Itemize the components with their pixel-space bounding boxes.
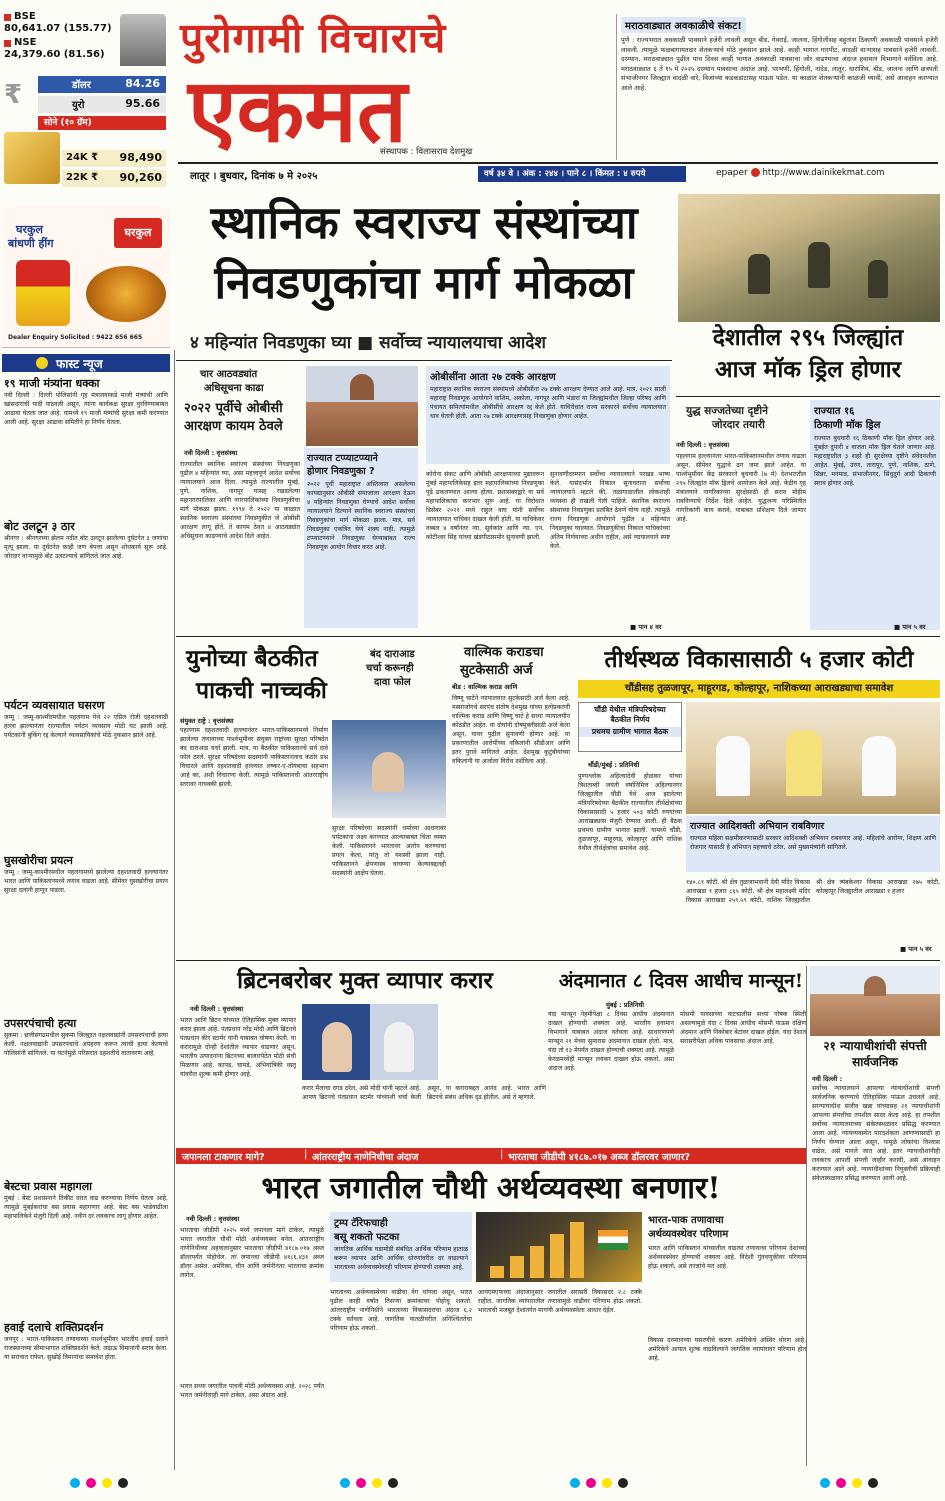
obc27-continued: ■ पान ४ वर [630,623,662,631]
un-tag2: चर्चा करूनही [366,663,414,674]
un-tag1: बंद दाराआड [370,649,415,660]
obc-title1: २०२२ पूर्वीचे ओबीसी [184,401,283,416]
economy-headline: भारत जगातील चौथी अर्थव्यवस्था बनणार! [261,1171,721,1206]
trump-tariff-box: ट्रम्प टॅरिफचाही बसू शकतो फटका जागतिक आर्थिक घडामोडी संबंधित आर्थिक परिणाम हाताळ करून व्यापार आणि आर्थिक धोरणांवरील दर वाढल्याने भारताच्या अर्थव्यवस्थेवरही परिणाम होण्याची शक्यता आहे. [330,1212,472,1282]
tirth-caption-body2: १४०.८१ कोटी, श्री क्षेत्र तुळजाभवानी देवी मंदिर विकास आराखडा १ हजार ८६५ कोटी, श्री क्षेत्र महालक्ष्मी मंदिर विकास आराखडा २५९.५९ कोटी, नाशिक जिल्ह्यातील श्री क्षेत्र त्र्यंबकेश्वर विकास आराखडा २७५ कोटी, कोल्हापूर जिल्ह्यातील आराखडा १ हजार [686,879,940,904]
monsoon-headline: अंदमानात ८ दिवस आधीच मान्सून! [558,970,804,992]
bse-value: 80,641.07 (155.77) [4,23,112,34]
print-registration-marks [0,1472,945,1501]
list-item: बोट उलटून ३ ठार श्रीनगर : श्रीनगरच्या झेलम नदीत बोट उलटून झालेल्या दुर्घटनेत ३ जणांचा मृत्यू झाला. या दुर्घटनेत काही जण बेपत्ता असून शोधकार्य सुरू आहे. जोरदार वाऱ्यामुळे बोट उलटल्याचे सांगितले जात आहे. [4,520,168,560]
economy-col4: आयएमएफच्या अंदाजानुसार जगातील सरासरी विकासदर २.८ टक्के राहील. जागतिक व्यापारातील तणावामुळे वाढीवर परिणाम होऊ शकतो. भारताची मजबूत देशांतर्गत मागणी अर्थव्यवस्थेला आधार देईल. [478,1289,642,1314]
obc-title2: आरक्षण कायम ठेवले [184,419,283,434]
karad-body: विष्णू चाटेने न्यायालयात सुटकेसाठी अर्ज केला आहे. मस्साजोगचे सरपंच संतोष देशमुख यांच्या हत्येप्रकरणी वाल्मिक कराड आणि विष्णू चाटे हे सध्या न्यायालयीन कोठडीत आहेत. या दोघांनी दोषमुक्तीसाठी अर्ज केला असून, यावर पुढील सुनावणी होणार आहे. या प्रकरणातील आरोपींच्या वकिलांनी सीडीआर आणि इतर पुरावे मागितले आहेत. देशमुख कुटुंबीयांच्या वकिलांनी या अर्जाला विरोध दर्शविला आहे. [452,695,570,765]
judges-title: २१ न्यायाधीशांची संपत्ती सार्वजनिक [823,1039,927,1069]
masthead-name: एकमत [188,58,408,162]
main-headline-line1: स्थानिक स्वराज्य संस्थांच्या [210,196,638,249]
nse-marker [4,40,11,47]
judges-body: सर्वोच्च न्यायालयाने आपल्या न्यायाधीशांची संपत्ती सार्वजनिक करण्याचे ऐतिहासिक पाऊल उचलले आहे. सरन्यायाधीश संजीव खन्ना यांच्यासह २१ न्यायाधीशांनी आपल्या संपत्तीचा तपशील सादर केला आहे. हा तपशील सर्वोच्च न्यायालयाच्या संकेतस्थळावर प्रसिद्ध करण्यात आला आहे. न्यायव्यवस्थेत पारदर्शकता आणण्यासाठी हा निर्णय घेण्यात आला असून, यामुळे लोकांचा विश्वास वाढेल, असे मानले जात आहे. इतर न्यायाधीशांनीही लवकरच आपली संपत्ती जाहीर करावी, असे आवाहन करण्यात आले आहे. न्यायाधीशांच्या नियुक्तीची प्रक्रियाही संकेतस्थळावर प्रसिद्ध करण्यात आली आहे. [812,1085,940,1182]
mock-drill-photo [678,194,940,322]
supreme-court-photo [306,366,418,446]
tirth-headline: तीर्थस्थळ विकासासाठी ५ हजार कोटी [604,646,914,673]
bse-marker [4,14,11,21]
monsoon-dateline: मुंबई : प्रतिनिधी [606,1001,644,1009]
tirth-body: पुण्यश्लोक अहिल्यादेवी होळकर यांच्या त्रिशताब्दी जयंती वर्षानिमित्त अहिल्यानगर जिल्ह्यातील चौंडी येथे आज झालेल्या मंत्रिपरिषदेच्या बैठकीत राज्यातील तीर्थक्षेत्रांच्या विकासासाठी ५ हजार ५०३ कोटी रुपयांच्या आराखड्यास मंजुरी देण्यात आली. ही बैठक प्रथमच ग्रामीण भागात झाली. यामध्ये चौंडी, तुळजापूर, माहूरगड, कोल्हापूर आणि नाशिक येथील तीर्थक्षेत्रांचा समावेश आहे. [578,773,682,852]
fast-news-icon [36,357,48,369]
mock-drill-headline2: आज मॉक ड्रिल होणार [715,356,901,383]
gold-22-row: 22K ₹ 90,260 [62,170,166,187]
cabinet-meeting-photo [686,702,940,814]
tirth-dateline: चौंडी/मुंबई : प्रतिनिधी [588,761,640,769]
karad-dateline: बीड : वाल्मिक कराड आणि [452,683,518,691]
list-item: उपसरपंचाची हत्या सुकमा : छत्तीसगढमधील सुकमा जिल्ह्यात नक्षलवाद्यांनी उपसरपंचाची हत्या केली. नक्षलवाद्यांनी उपसरपंचाचे अपहरण करून त्याची हत्या केल्याचे पोलिसांनी सांगितले. या घटनेमुळे परिसरात दहशतीचे वातावरण आहे. [4,1017,168,1057]
ad-brand-logo: घरकुल [114,218,162,248]
tirth-sub: चौंडीसह तुळजापूर, माहूरगड, कोल्हापूर, नाशिकच्या आराखड्याचा समावेश [578,680,940,698]
economy-col5: विकास दरम्यानच्या घसरणीचे कारण अमेरिकेचे अस्थिर धोरण आहे. अमेरिकेने आयात शुल्क वाढविल्याने जागतिक व्यापारावर परिणाम होत आहे. [648,1337,806,1362]
top-right-story [616,14,938,160]
un-body2: सुरक्षा परिषदेच्या सदस्यांनी धर्माच्या आधारावर पर्यटकांना लक्ष्य करण्यात आल्याबाबत चिंता व्यक्त केली. पाकिस्तानने भारतावर आरोप करण्याचा प्रयत्न केला, परंतु तो यशस्वी झाला नाही. पाकिस्तानने क्षेपणास्त्र चाचण्या केल्याबद्दलही सदस्यांनी आक्षेप घेतला. [332,825,446,877]
un-headline1: युनोच्या बैठकीत [186,645,318,672]
list-item: हवाई दलाचे शक्तिप्रदर्शन जयपूर : भारत-पाकिस्तान तणावाच्या पार्श्वभूमीवर भारतीय हवाई दलाने राजस्थानच्या सीमाभागात शक्तिप्रदर्शन केले. लढाऊ विमानांनी सराव केला. या सरावात राफेल, सुखोई विमानांचा समावेश होता. [4,1321,168,1361]
masthead-kicker: पुरोगामी विचाराचे [180,14,447,62]
fast-news-list [4,376,168,1470]
un-tag3: दावा फोल [374,677,411,688]
food-bowl-image [86,266,166,322]
un-body: पहलगाम दहशतवादी हल्ल्यानंतर भारत-पाकिस्तानमध्ये निर्माण झालेल्या तणावाच्या पार्श्वभूमीवर संयुक्त राष्ट्रांच्या सुरक्षा परिषदेत बंद दाराआड चर्चा झाली. मात्र, या बैठकीत पाकिस्तानचे सर्व दावे फोल ठरले. सुरक्षा परिषदेच्या सदस्यांनी पाकिस्तानलाच कठोर प्रश्न विचारले आणि दहशतवादी हल्ल्यात लष्कर-ए-तोयबाचा सहभाग आहे का, अशी विचारणा केली. त्यामुळे पाकिस्तानची आंतरराष्ट्रीय स्तरावर नाचक्की झाली. [180,727,328,788]
india-pak-box: भारत-पाक तणावाचा अर्थव्यवस्थेवर परिणाम भारत आणि पाकिस्तान यांच्यातील वाढत्या तणावाचा परिणाम देशाच्या अर्थव्यवस्थेवर होण्याची शक्यता आहे. विदेशी गुंतवणुकीवर परिणाम होऊ शकतो, असे तज्ज्ञांचे मत आहे. [648,1215,806,1270]
obc-kicker1: चार आठवड्यांत [200,369,258,380]
tirth-continued: ■ पान ५ वर [900,945,932,953]
list-item: १९ माजी मंत्र्यांना धक्का नवी दिल्ली : दिल्ली पोलिसांनी गृह मंत्रालयाकडे माजी मंत्र्यांची आणि खासदारांची यादी पाठवली असून, त्यांना कार्यकक्ष सुरक्षा पुरविण्याबाबत आढावा घेतला जात आहे. यामध्ये १९ माजी मंत्र्यांची सुरक्षा कमी करण्यात आली आहे. सुरक्षा आढावा समितीने हा निर्णय घेतला. [4,377,168,426]
supreme-court-building-photo [810,966,940,1036]
modi-starmer-photo [302,1004,438,1080]
obc27-box: ओबीसींना आता २७ टक्के आरक्षण महाराष्ट्रात स्थानिक स्वराज्य संस्थांमध्ये ओबीसींना २७ टक्के आरक्षण देण्यात आले आहे. मात्र, २०२१ साली महाराष्ट्र निवडणूक आयोगाने वाशिम, अकोला, नागपूर आणि भंडारा या जिल्ह्यांमधील जिल्हा परिषद आणि पंचायत समित्यांमधील ओबीसींचे आरक्षण रद्द केले होते. याविरोधात राज्य सरकारने सर्वोच्च न्यायालयात धाव घेतली होती. आता २७ टक्के आरक्षणासह निवडणुका होणार आहेत. [426,366,670,464]
main-headline-line2: निवडणुकांचा मार्ग मोकळा [214,256,634,309]
obc-kicker2: अधिसूचना काढा [204,383,264,394]
nse-value: 24,379.60 (81.56) [4,49,105,60]
mock-drill-dateline: नवी दिल्ली : वृत्तसंस्था [676,441,730,449]
bse-label: BSE [14,11,36,22]
uk-dateline: नवी दिल्ली : वृत्तसंस्था [190,1005,244,1013]
economy-body2: भारत सध्या जगातील पाचवी मोठी अर्थव्यवस्था आहे. २०२८ पर्यंत भारत जर्मनीलाही मागे टाकेल, असा अंदाज आहे. [180,1383,324,1399]
list-item: बेस्टचा प्रवास महागला मुंबई : बेस्ट प्रशासनाने तिकीट दरात वाढ करण्याचा निर्णय घेतला आहे. त्यामुळे मुंबईकरांचा बस प्रवास महागणार आहे. बेस्ट बस भाडेवाढीला महापालिकेने मंजुरी दिली आहे. नवीन दर लवकरच लागू होणार आहेत. [4,1180,168,1220]
masthead-rule [178,162,938,164]
nse-label: NSE [14,37,37,48]
fast-news-header: फास्ट न्यूज [2,354,170,372]
epaper-icon [751,168,760,177]
mock-drill-headline1: देशातील २९५ जिल्ह्यांत [712,324,904,351]
masthead-meta: वर्ष ३४ वे । अंक : २४४ । पाने ८ । किंमत : ४ रुपये [478,166,686,182]
gharkul-advertisement[interactable] [2,206,170,348]
uk-headline: ब्रिटनबरोबर मुक्त व्यापार करार [237,967,493,994]
obc-dateline: नवी दिल्ली : वृत्तसंस्था [184,449,238,457]
un-dateline: संयुक्त राष्ट्रे : वृत्तसंस्था [180,717,234,725]
mock-drill-continued: ■ पान ५ वर [894,623,926,631]
currency-icon: ₹ [4,80,23,110]
economy-dateline: नवी दिल्ली : वृत्तसंस्था [186,1215,240,1223]
mock-drill-state-box: राज्यात १६ ठिकाणी मॉक ड्रिल राज्यात बुधवारी १६ ठिकाणी मॉक ड्रिल होणार आहे. मुंबईत दुपारी ४ वाजता मॉक ड्रिल घेतले जाणार आहे. महाराष्ट्रातील ३ शहरे ही सुरक्षेच्या दृष्टीने संवेदनशील आहेत. मुंबई, उरण, तारापूर, पुणे, नाशिक, ठाणे, सिन्नर, मनमाड, संभाजीनगर, सिंधुदुर्ग आदी ठिकाणी सराव होणार आहे. [810,400,940,630]
top-right-title: मराठवाड्यात अवकाळीचे संकट! [621,17,746,33]
tirth-caption-box: राज्यात आदिशक्ती अभियान राबविणार राज्यात महिला सक्षमीकरणासाठी सरकार आदिशक्ती अभियान राबवणार आहे. महिलांचे आरोग्य, शिक्षण आणि रोजगार यासाठी हे अभियान महत्त्वाचे ठरेल, असे मुख्यमंत्र्यांनी सांगितले. [686,816,940,872]
obc27-col-body2: सुनावणीदरम्यान सर्वोच्च न्यायालयाने परखड भाष्य केले. यासंदर्भात निकाल सुनावताना सर्वोच्च न्यायालयाने म्हटले की, तळागाळातील लोकशाही व्यवस्था ही राखली गेली पाहिजे. स्थानिक स्वराज्य संस्थांच्या निवडणुका प्रलंबित ठेवणे योग्य नाही. त्यामुळे राज्य निवडणूक आयोगाने पुढील ४ महिन्यांत निवडणुका घ्याव्यात. निवडणुकीचा निकाल याचिकांच्या अंतिम निर्णयाच्या अधीन राहील, असे न्यायालयाने स्पष्ट केले. [550,471,670,550]
gold-bars-icon [4,132,60,184]
un-headline2: पाकची नाच्चकी [196,677,327,704]
judges-dateline: नवी दिल्ली : [812,1075,843,1083]
economy-col3: भारताच्या अर्थव्यवस्थेच्या वाढीचा वेग चांगला असून, भारत पुढील काही वर्षांत तिसऱ्या क्रमांकावर पोहोचू शकतो. आंतरराष्ट्रीय नाणेनिधीने भारताच्या विकासदराचा अंदाज ६.२ टक्के वर्तवला आहे. जागतिक पातळीवरील अनिश्चिततेचा परिणाम होऊ शकतो. [330,1289,472,1332]
ad-footer: Dealer Enquiry Solicited : 9422 656 665 [8,334,143,341]
uk-body2: करार मैलाचा दगड ठरेल, असे मोदी यांनी म्हटले आहे. आपण ब्रिटनचे पंतप्रधान स्टार्मर यांच्याशी चर्चा केली असून, या कराराबद्दल आनंद आहे. भारत आणि ब्रिटनचे संबंध अधिक दृढ होतील, असे ते म्हणाले. [302,1085,546,1101]
obc27-col-body: कोरोना संकट आणि ओबीसी आरक्षणाच्या मुद्यावरून मुंबई महापालिकेसह इतर महापालिकांच्या निवडणुका पुढे ढकलण्यात आल्या होत्या. प्रशासकाद्वारे या सर्व महापालिकांचा कारभार सुरू आहे. या विरोधात डिसेंबर २०२१ मध्ये राहुल वाघ यांनी सर्वोच्च न्यायालयात याचिका दाखल केली होती. या याचिकेवर तब्बल ४ वर्षांनंतर न्या. सूर्यकांत आणि न्या. एन. कोटीश्वर सिंह यांच्या खंडपीठासमोर सुनावणी झाली. [426,471,544,541]
hing-jar-image [16,260,70,326]
list-item: पर्यटन व्यवसायात घसरण जम्मू : जम्मू-काश्मीरमधील पहलगाम येथे २२ एप्रिल रोजी दहशतवादी हल्ला झाल्यानंतर राज्यातील पर्यटन व्यवसाय मोठी घट झाली आहे. पर्यटकांनी बुकिंग रद्द केल्याने व्यावसायिकांचे मोठे नुकसान झाले आहे. [4,699,168,739]
karad-title1: वाल्मिक कराडचा [464,645,544,660]
epaper-link[interactable]: epaper http://www.dainikekmat.com [716,168,885,178]
mock-drill-sub1: युद्ध सज्जतेच्या दृष्टीने [686,405,768,417]
monsoon-body2: मोसमी पावसाच्या वाटचालीस सध्या पोषक स्थिती असल्यामुळे यंदा ८ दिवस आधीच मोसमी पाऊस दक्षिण अंदमान आणि निकोबार बेटांवर दाखल होईल. यंदा देशात सरासरीपेक्षा अधिक पावसाचा अंदाज आहे. [680,1011,806,1045]
list-item: घुसखोरीचा प्रयत्न जम्मू : जम्मू-काश्मीरमधील पहलगामध्ये झालेल्या दहशतवादी हल्ल्यानंतर भारत आणि पाकिस्तानमध्ये तणाव वाढला आहे. सीमेवर घुसखोरीचा प्रयत्न सुरक्षा दलांनी हाणून पाडला. [4,854,168,894]
gold-title: सोने (१० ग्रॅम) [38,116,166,130]
market-ticker [2,11,170,194]
un-security-council-photo [332,720,446,818]
obc-body: राज्यातील स्थानिक स्वराज्य संस्थांच्या निवडणुका पुढील ४ महिन्यांत घ्या, असा महत्त्वपूर्ण आदेश सर्वोच्च न्यायालयाने आज दिला. त्यामुळे राज्यातील मुंबई, पुणे, नाशिक, नागपूर यासह रखडलेल्या महानगरपालिका आणि नगरपालिकांच्या निवडणुकीचा मार्ग मोकळा झाला. १९९४ ते २०२२ या काळात स्थानिक स्वराज्य संस्थांच्या निवडणुकीत जे ओबीसी आरक्षण लागू होते, ते कायम ठेवत ४ आठवड्यांत अधिसूचना काढण्याचे आदेश दिले आहेत. [180,461,300,540]
dollar-row: डॉलर 84.26 [38,76,166,93]
obc-phased-box: राज्यात टप्प्याटप्प्याने होणार निवडणुका ? २०२२ पूर्वी महाराष्ट्रात अस्तित्वात असलेल्या कायद्यानुसार ओबीसी समाजाला आरक्षण देऊन ४ महिन्यांत निवडणुका घेण्याचे आदेश सर्वोच्च न्यायालयाने दिल्याने स्थानिक स्वराज्य संस्थांच्या निवडणुकांचा मार्ग मोकळा झाला. मात्र, सर्व निवडणुका एकत्रित घेणे शक्य नाही. त्यामुळे टप्प्याटप्प्याने निवडणुका घेण्याबाबत राज्य निवडणूक आयोग विचार करत आहे. [304,448,418,628]
karad-title2: सुटकेसाठी अर्ज [460,663,533,678]
uk-body: भारत आणि ब्रिटन यांच्यात ऐतिहासिक मुक्त व्यापार करार झाला आहे. पंतप्रधान नरेंद्र मोदी आणि ब्रिटनचे पंतप्रधान कीर स्टार्मर यांनी याबाबत घोषणा केली. या करारामुळे दोन्ही देशांतील व्यापार वाढणार असून, भारतीय उत्पादनांना ब्रिटनच्या बाजारपेठेत मोठी संधी मिळणार आहे. कापड, चामडे, अभियांत्रिकी वस्तू यांवरील शुल्क कमी होणार आहे. [180,1017,296,1078]
growth-chart-image [476,1212,642,1282]
monsoon-body: यंदा मान्सून नेहमीपेक्षा ८ दिवस आधीच अंदमानात दाखल होण्याची शक्यता आहे. भारतीय हवामान विभागाने याबाबत अंदाज वर्तवला आहे. साधारणपणे मान्सून २१ मेच्या सुमारास अंदमानात दाखल होतो. मात्र, यंदा तो १३ मेपर्यंत दाखल होण्याची शक्यता आहे. त्यामुळे केरळमध्येही मान्सून लवकर दाखल होऊ शकतो, असा अंदाज आहे. [548,1011,674,1072]
economy-strip: जपानला टाकणार मागे? | आंतरराष्ट्रीय नाणेनिधीचा अंदाज | भारताचा जीडीपी ४१८७.०१७ अब्ज डॉलरवर जाणार? [176,1148,806,1164]
euro-row: युरो 95.66 [38,96,166,113]
ad-line2: बांधणी हींग [8,237,54,250]
bull-icon [120,14,166,66]
main-headline-sub: ४ महिन्यांत निवडणुका घ्या ■ सर्वोच्च न्यायालयाचा आदेश [190,333,546,353]
masthead-dateline: लातूर । बुधवार, दिनांक ७ मे २०२५ [190,171,318,182]
gold-24-row: 24K ₹ 98,490 [62,150,166,167]
mock-drill-body: पहलगाम हल्ल्यानंतर भारत-पाकिस्तानमधील तणाव वाढला असून, सीमेवर युद्धाचे ढग जमा झाले आहेत. या पार्श्वभूमीवर केंद्र सरकारने बुधवारी (७ मे) देशभरातील २९५ जिल्ह्यांत मॉक ड्रिलचे आयोजन केले आहे. केंद्रीय गृह मंत्रालयाने नागरिकांच्या सुरक्षेसाठी ही सराव मोहीम राबविण्याचे निर्देश दिले आहेत. युद्धजन्य परिस्थितीत नागरिकांनी काय करावे, याबाबत प्रशिक्षण दिले जाणार आहे. [676,453,806,523]
mock-drill-sub2: जोरदार तयारी [712,419,765,431]
tirth-decision-box: चौंडी येथील मंत्रिपरिषदेच्या बैठकीत निर्णय प्रथमच ग्रामीण भागात बैठक [578,702,682,752]
ad-line1: घरकुल [16,223,43,236]
masthead-founder: संस्थापक : विलासराव देशमुख [380,147,473,157]
economy-body: भारताचा जीडीपी २०२५ मध्ये जपानला मागे टाकेल, त्यामुळे भारत जगातील चौथी मोठी अर्थव्यवस्था बनेल. आंतरराष्ट्रीय नाणेनिधीच्या अहवालानुसार भारताचा जीडीपी ४१८७.०१७ अब्ज डॉलरपर्यंत पोहोचेल. तर जपानचा जीडीपी ४१८६.४३१ अब्ज डॉलर असेल. अमेरिका, चीन आणि जर्मनीनंतर भारताचा क्रमांक लागेल. [180,1227,324,1279]
top-right-body: पुणे : राज्यभरात अवकाळी पावसाने हजेरी लावली असून बीड, गेवराई, जालना, हिंगोलीसह बहुतांश ठिकाणी अवकाळी पावसाने हजेरी लावली. त्यामुळे फळबागायतदार शेतकऱ्यांचे मोठे नुकसान झाले आहे. काही भागात गारपीट, वादळी वाऱ्यासह पावसाने हजेरी लावली. दरम्यान, मराठवाड्यात पुढील पाच दिवस काही भागात अवकाळी पावसाचा जोर वाढण्याचा अंदाज हवामान विभागाने वर्तविला आहे. मराठवाड्यात ६ ते १५ मे २०२५ दरम्यान पावसाचा अंदाज आहे. परभणी, हिंगोली, नांदेड, लातूर, धाराशिव, बीड, जालना आणि छत्रपती संभाजीनगर जिल्ह्यात वादळी वारे, विजांच्या कडकडाटासह पाऊस पडेल. या काळात शेतकऱ्यांनी काळजी घ्यावी, असे आवाहन करण्यात आले आहे. [621,36,938,92]
